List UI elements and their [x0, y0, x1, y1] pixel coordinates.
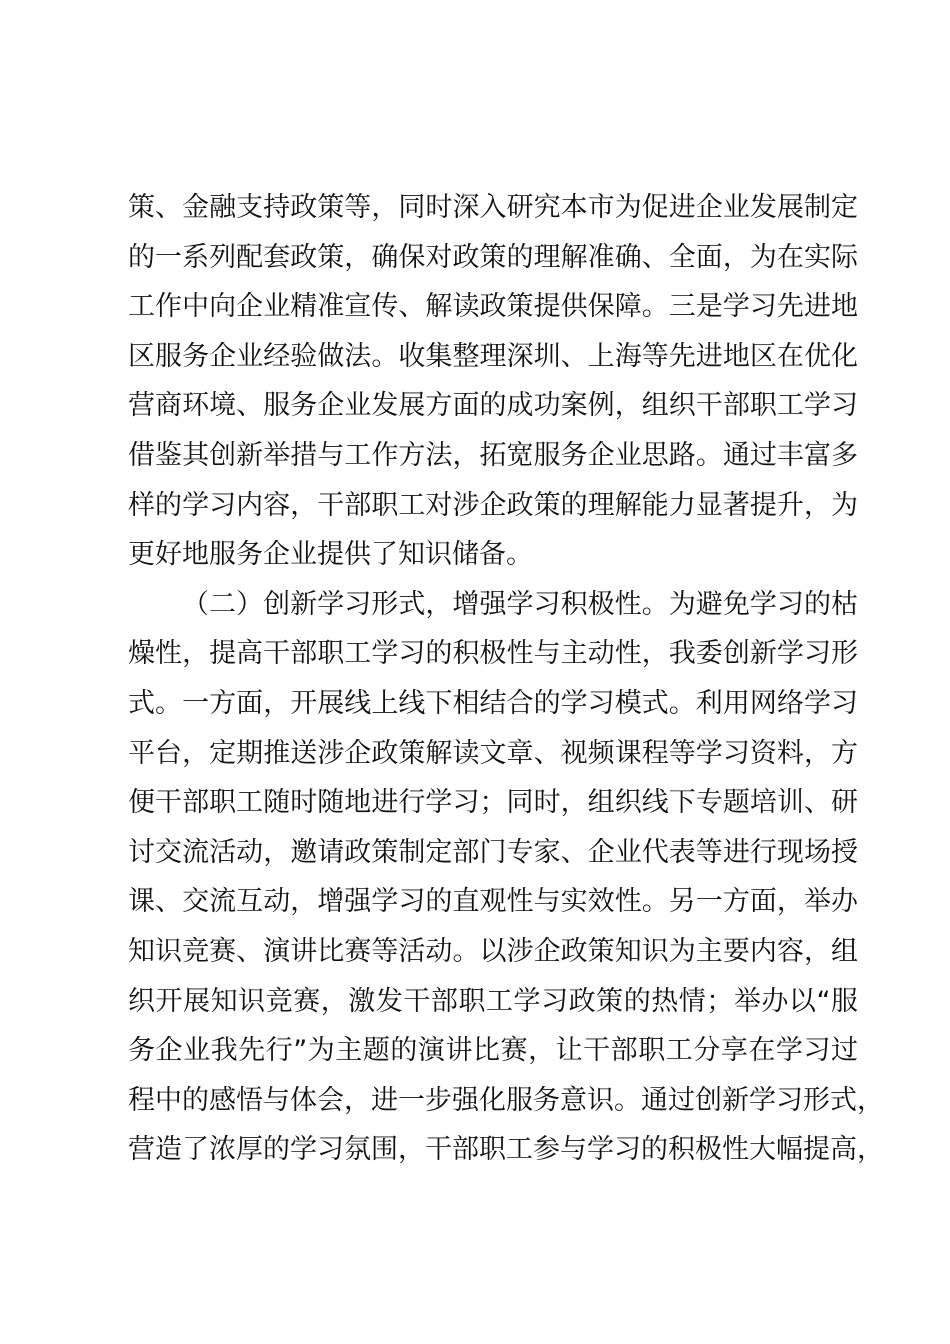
text-line: 更好地服务企业提供了知识储备。 — [128, 539, 533, 571]
paragraph-1 — [128, 183, 858, 580]
paragraph-2 — [128, 580, 884, 1175]
text-line: 区服务企业经验做法。收集整理深圳、上海等先进地区在优化 — [128, 340, 858, 372]
text-line: 知识竞赛、演讲比赛等活动。以涉企政策知识为主要内容，组 — [128, 935, 858, 967]
text-line: 务企业我先行”为主题的演讲比赛，让干部职工分享在学习过 — [128, 1035, 858, 1067]
text-line: 课、交流互动，增强学习的直观性与实效性。另一方面，举办 — [128, 886, 858, 918]
text-line: 织开展知识竞赛，激发干部职工学习政策的热情；举办以“服 — [128, 985, 858, 1017]
text-line: 样的学习内容，干部职工对涉企政策的理解能力显著提升，为 — [128, 489, 858, 521]
text-line: 策、金融支持政策等，同时深入研究本市为促进企业发展制定 — [128, 192, 858, 223]
text-line: 式。一方面，开展线上线下相结合的学习模式。利用网络学习 — [128, 687, 858, 719]
text-line: 燥性，提高干部职工学习的积极性与主动性，我委创新学习形 — [128, 638, 858, 670]
text-line: 程中的感悟与体会，进一步强化服务意识。通过创新学习形式， — [128, 1084, 884, 1116]
text-line: 借鉴其创新举措与工作方法，拓宽服务企业思路。通过丰富多 — [128, 439, 858, 471]
text-line: 平台，定期推送涉企政策解读文章、视频课程等学习资料，方 — [128, 737, 858, 769]
text-line: 营造了浓厚的学习氛围，干部职工参与学习的积极性大幅提高， — [128, 1134, 884, 1166]
text-line: 讨交流活动，邀请政策制定部门专家、企业代表等进行现场授 — [128, 836, 858, 868]
body-text — [128, 183, 884, 1175]
text-line: 的一系列配套政策，确保对政策的理解准确、全面，为在实际 — [128, 241, 858, 273]
text-line: 便干部职工随时随地进行学习；同时，组织线下专题培训、研 — [128, 787, 858, 819]
section-heading-line: （二）创新学习形式，增强学习积极性。为避免学习的枯 — [182, 588, 858, 620]
text-line: 工作中向企业精准宣传、解读政策提供保障。三是学习先进地 — [128, 291, 858, 323]
text-line: 营商环境、服务企业发展方面的成功案例，组织干部职工学习 — [128, 390, 858, 422]
